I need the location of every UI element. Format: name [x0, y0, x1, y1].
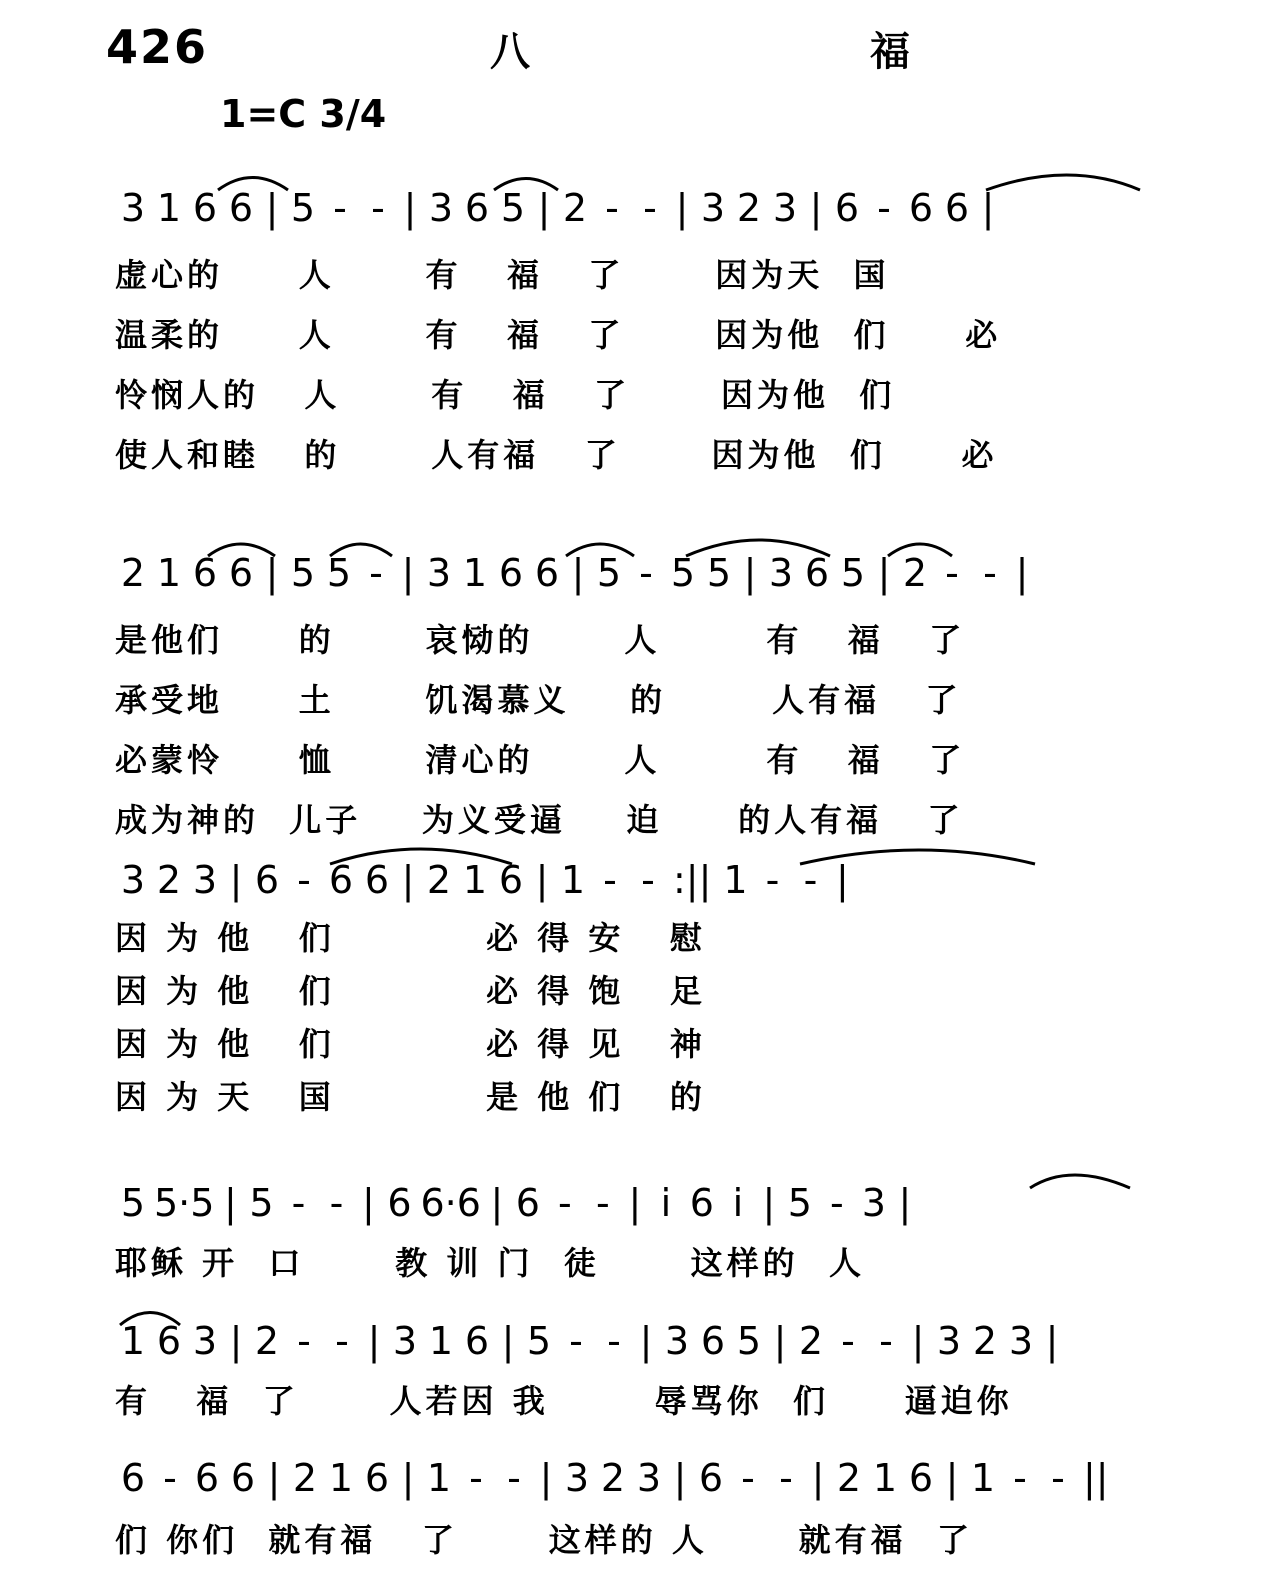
- lyric-line: 必蒙怜 恤 清心的 人 有 福 了: [115, 741, 966, 779]
- note: 3: [120, 858, 146, 902]
- barline: |: [809, 186, 823, 230]
- note: 2: [426, 858, 452, 902]
- note: 6: [515, 1181, 540, 1225]
- barline: |: [403, 186, 417, 230]
- note: 3: [664, 1319, 690, 1363]
- note: 3: [120, 186, 146, 230]
- barline: |: [401, 858, 415, 902]
- notation-row-6: [115, 1450, 1185, 1506]
- note: 5: [290, 551, 316, 595]
- notation-row-5: [115, 1313, 1185, 1369]
- hold-dash: -: [335, 1319, 349, 1363]
- note: 2: [972, 1319, 998, 1363]
- hold-dash: -: [607, 1319, 621, 1363]
- lyric-line: 温柔的 人 有 福 了 因为他 们 必: [115, 316, 1002, 354]
- note: 6: [944, 186, 970, 230]
- note: 2: [600, 1456, 626, 1500]
- barline: |: [401, 1456, 415, 1500]
- note: 1: [723, 858, 748, 902]
- hold-dash: -: [507, 1456, 521, 1500]
- note: 2: [836, 1456, 862, 1500]
- note: 6: [228, 551, 254, 595]
- note: 6: [364, 858, 390, 902]
- note: 6: [464, 1319, 490, 1363]
- hold-dash: -: [297, 1319, 311, 1363]
- note: 3: [428, 186, 454, 230]
- note: 3: [564, 1456, 590, 1500]
- hold-dash: -: [371, 186, 385, 230]
- note: 6: [464, 186, 490, 230]
- barline: |: [911, 1319, 925, 1363]
- note: 6: [498, 858, 524, 902]
- barline: |: [1045, 1319, 1059, 1363]
- hold-dash: -: [596, 1181, 610, 1225]
- note: 2: [798, 1319, 824, 1363]
- note: 6: [156, 1319, 182, 1363]
- barline: |: [743, 551, 757, 595]
- hold-dash: -: [641, 858, 655, 902]
- key-signature: 1=C 3/4: [220, 92, 387, 136]
- hold-dash: -: [779, 1456, 793, 1500]
- lyric-line: 因 为 他 们 必 得 饱 足: [115, 972, 706, 1010]
- note: 2: [902, 551, 928, 595]
- note: 5: [840, 551, 866, 595]
- barline: |: [535, 858, 549, 902]
- note: 1: [872, 1456, 898, 1500]
- note: 3: [636, 1456, 662, 1500]
- note: 3: [426, 551, 452, 595]
- note: 6: [700, 1319, 726, 1363]
- barline: |: [773, 1319, 787, 1363]
- barline: |: [537, 186, 551, 230]
- hold-dash: -: [639, 551, 653, 595]
- barline: |: [639, 1319, 653, 1363]
- barline: |: [628, 1181, 642, 1225]
- hold-dash: -: [163, 1456, 177, 1500]
- note: 3: [392, 1319, 418, 1363]
- note: 2: [562, 186, 588, 230]
- notation-row-3: [115, 852, 1185, 908]
- note: i: [660, 1181, 672, 1225]
- note: i: [732, 1181, 744, 1225]
- hold-dash: -: [369, 551, 383, 595]
- note: 5: [500, 186, 526, 230]
- hold-dash: -: [558, 1181, 572, 1225]
- hold-dash: -: [803, 858, 818, 902]
- barline: ||: [1083, 1456, 1109, 1500]
- hold-dash: -: [741, 1456, 755, 1500]
- note: 1: [426, 1456, 452, 1500]
- note: 1: [428, 1319, 454, 1363]
- lyric-line: 虚心的 人 有 福 了 因为天 国: [115, 256, 890, 294]
- lyric-line: 耶稣 开 口 教 训 门 徒 这样的 人: [115, 1244, 865, 1282]
- barline: |: [1015, 551, 1029, 595]
- lyric-line: 因 为 他 们 必 得 安 慰: [115, 919, 706, 957]
- notation-row-1: [115, 180, 1185, 236]
- song-number: 426: [106, 20, 209, 74]
- note: 1: [462, 551, 488, 595]
- note: 6: [228, 186, 254, 230]
- lyric-line: 承受地 土 饥渴慕义 的 人有福 了: [115, 681, 962, 719]
- barline: |: [265, 551, 279, 595]
- note: 6: [534, 551, 560, 595]
- barline: |: [229, 858, 243, 902]
- barline: |: [539, 1456, 553, 1500]
- barline: |: [945, 1456, 959, 1500]
- hold-dash: -: [1051, 1456, 1065, 1500]
- hold-dash: -: [297, 858, 311, 902]
- note: 1: [462, 858, 488, 902]
- note: 1: [560, 858, 586, 902]
- barline: |: [362, 1181, 375, 1225]
- hold-dash: -: [569, 1319, 583, 1363]
- hold-dash: -: [877, 186, 891, 230]
- barline: :||: [673, 858, 712, 902]
- barline: |: [675, 186, 689, 230]
- hold-dash: -: [983, 551, 997, 595]
- barline: |: [898, 1181, 912, 1225]
- note: 6: [192, 186, 218, 230]
- notation-row-4: [115, 1175, 1185, 1231]
- lyric-line: 怜悯人的 人 有 福 了 因为他 们: [115, 376, 896, 414]
- note: 6: [230, 1456, 256, 1500]
- lyric-line: 使人和睦 的 人有福 了 因为他 们 必: [115, 436, 998, 474]
- barline: |: [571, 551, 585, 595]
- note: 5: [706, 551, 732, 595]
- note: 6: [328, 858, 354, 902]
- hold-dash: -: [329, 1181, 344, 1225]
- hold-dash: -: [945, 551, 959, 595]
- note: 5: [526, 1319, 552, 1363]
- notation-row-2: [115, 545, 1185, 601]
- note: 5: [736, 1319, 762, 1363]
- note: 1: [156, 551, 182, 595]
- note: 5: [290, 186, 316, 230]
- note: 2: [292, 1456, 318, 1500]
- note: 1: [328, 1456, 354, 1500]
- hold-dash: -: [643, 186, 657, 230]
- note: 1: [120, 1319, 146, 1363]
- barline: |: [229, 1319, 243, 1363]
- barline: |: [811, 1456, 825, 1500]
- lyric-line: 成为神的 儿子 为义受逼 迫 的人有福 了: [115, 801, 964, 839]
- lyric-line: 因 为 他 们 必 得 见 神: [115, 1025, 706, 1063]
- barline: |: [981, 186, 995, 230]
- note: 3: [192, 858, 218, 902]
- barline: |: [265, 186, 279, 230]
- note: 2: [156, 858, 182, 902]
- barline: |: [673, 1456, 687, 1500]
- hold-dash: -: [765, 858, 780, 902]
- barline: |: [762, 1181, 776, 1225]
- note: 6: [804, 551, 830, 595]
- note: 6: [254, 858, 280, 902]
- lyric-line: 是他们 的 哀恸的 人 有 福 了: [115, 621, 966, 659]
- barline: |: [367, 1319, 381, 1363]
- note: 6: [834, 186, 860, 230]
- note: 6: [192, 551, 218, 595]
- note: 6: [387, 1181, 412, 1225]
- lyric-line: 因 为 天 国 是 他 们 的: [115, 1078, 706, 1116]
- note: 2: [736, 186, 762, 230]
- hold-dash: -: [841, 1319, 855, 1363]
- hold-dash: -: [879, 1319, 893, 1363]
- note: 3: [772, 186, 798, 230]
- note: 5: [120, 1181, 146, 1225]
- hold-dash: -: [1013, 1456, 1027, 1500]
- note: 1: [970, 1456, 996, 1500]
- barline: |: [401, 551, 415, 595]
- note: 1: [156, 186, 182, 230]
- note: 6: [908, 186, 934, 230]
- note: 6: [689, 1181, 714, 1225]
- hold-dash: -: [469, 1456, 483, 1500]
- note: 3: [192, 1319, 218, 1363]
- note: 6: [194, 1456, 220, 1500]
- note: 6: [498, 551, 524, 595]
- barline: |: [224, 1181, 237, 1225]
- note: 5: [596, 551, 622, 595]
- note: 6: [698, 1456, 724, 1500]
- note: 3: [861, 1181, 886, 1225]
- note: 6: [120, 1456, 146, 1500]
- note: 6: [364, 1456, 390, 1500]
- hold-dash: -: [605, 186, 619, 230]
- note: 3: [768, 551, 794, 595]
- note: 5: [326, 551, 352, 595]
- note: 5: [787, 1181, 812, 1225]
- barline: |: [267, 1456, 281, 1500]
- hold-dash: -: [830, 1181, 844, 1225]
- hold-dash: -: [603, 858, 617, 902]
- hold-dash: -: [333, 186, 347, 230]
- barline: |: [490, 1181, 504, 1225]
- note: 2: [254, 1319, 280, 1363]
- note: 3: [936, 1319, 962, 1363]
- note: 6·6: [420, 1181, 481, 1225]
- barline: |: [836, 858, 849, 902]
- song-title: 八 福: [490, 29, 1060, 75]
- note: 2: [120, 551, 146, 595]
- note: 5: [249, 1181, 274, 1225]
- note: 5: [670, 551, 696, 595]
- hold-dash: -: [291, 1181, 306, 1225]
- note: 5·5: [154, 1181, 215, 1225]
- barline: |: [877, 551, 891, 595]
- barline: |: [501, 1319, 515, 1363]
- lyric-line: 们 你们 就有福 了 这样的 人 就有福 了: [115, 1521, 973, 1559]
- note: 3: [1008, 1319, 1034, 1363]
- note: 3: [700, 186, 726, 230]
- lyric-line: 有 福 了 人若因 我 辱骂你 们 逼迫你: [115, 1382, 1013, 1420]
- note: 6: [908, 1456, 934, 1500]
